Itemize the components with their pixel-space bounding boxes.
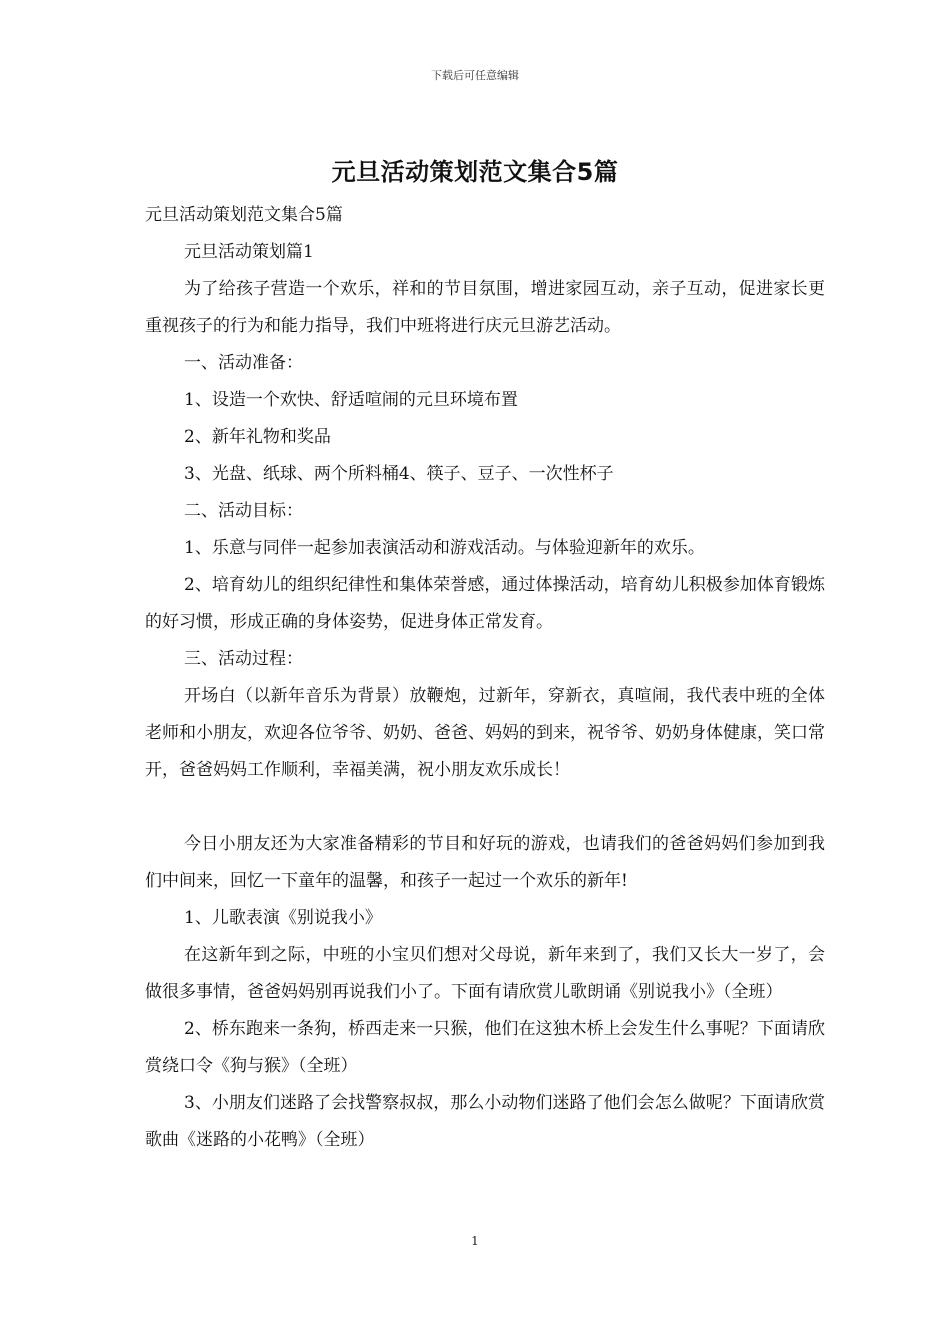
body-paragraph: 开场白（以新年音乐为背景）放鞭炮，过新年，穿新衣，真喧闹，我代表中班的全体老师和小朋友，欢迎各位爷爷、奶奶、爸爸、妈妈的到来，祝爷爷、奶奶身体健康，笑口常开，爸爸妈妈工作顺利，幸福美满，祝小朋友欢乐成长！ (145, 686, 825, 780)
document-title: 元旦活动策划范文集合5篇 (331, 158, 619, 186)
section-heading: 二、活动目标： (184, 501, 303, 521)
body-paragraph: 为了给孩子营造一个欢乐，祥和的节目氛围，增进家园互动，亲子互动，促进家长更重视孩子的行为和能力指导，我们中班将进行庆元旦游艺活动。 (145, 279, 825, 336)
section-heading: 三、活动过程： (184, 649, 303, 669)
page-header-note: 下载后可任意编辑 (431, 69, 519, 82)
list-item: 1、儿歌表演《别说我小》 (184, 908, 382, 928)
list-item: 2、培育幼儿的组织纪律性和集体荣誉感，通过体操活动，培育幼儿积极参加体育锻炼的好习惯，形成正确的身体姿势，促进身体正常发育。 (145, 575, 825, 632)
document-body (145, 197, 825, 1159)
page-number: 1 (471, 1234, 479, 1248)
body-paragraph: 在这新年到之际，中班的小宝贝们想对父母说，新年来到了，我们又长大一岁了，会做很多事情，爸爸妈妈别再说我们小了。下面有请欣赏儿歌朗诵《别说我小》（全班） (145, 945, 825, 1002)
list-item: 1、乐意与同伴一起参加表演活动和游戏活动。与体验迎新年的欢乐。 (184, 538, 705, 558)
body-paragraph: 今日小朋友还为大家准备精彩的节目和好玩的游戏，也请我们的爸爸妈妈们参加到我们中间来，回忆一下童年的温馨，和孩子一起过一个欢乐的新年! (145, 834, 825, 891)
section-heading: 一、活动准备： (184, 353, 303, 373)
list-item: 3、小朋友们迷路了会找警察叔叔，那么小动物们迷路了他们会怎么做呢？下面请欣赏歌曲《迷路的小花鸭》（全班） (145, 1093, 825, 1150)
list-item: 2、新年礼物和奖品 (184, 427, 331, 447)
list-item: 2、桥东跑来一条狗，桥西走来一只猴，他们在这独木桥上会发生什么事呢？下面请欣赏绕口令《狗与猴》（全班） (145, 1019, 825, 1076)
list-item: 1、设造一个欢快、舒适喧闹的元旦环境布置 (184, 390, 518, 410)
body-paragraph: 元旦活动策划范文集合5篇 (145, 205, 343, 225)
list-item: 3、光盘、纸球、两个所料桶4、筷子、豆子、一次性杯子 (184, 464, 614, 484)
section-heading: 元旦活动策划篇1 (184, 242, 314, 262)
